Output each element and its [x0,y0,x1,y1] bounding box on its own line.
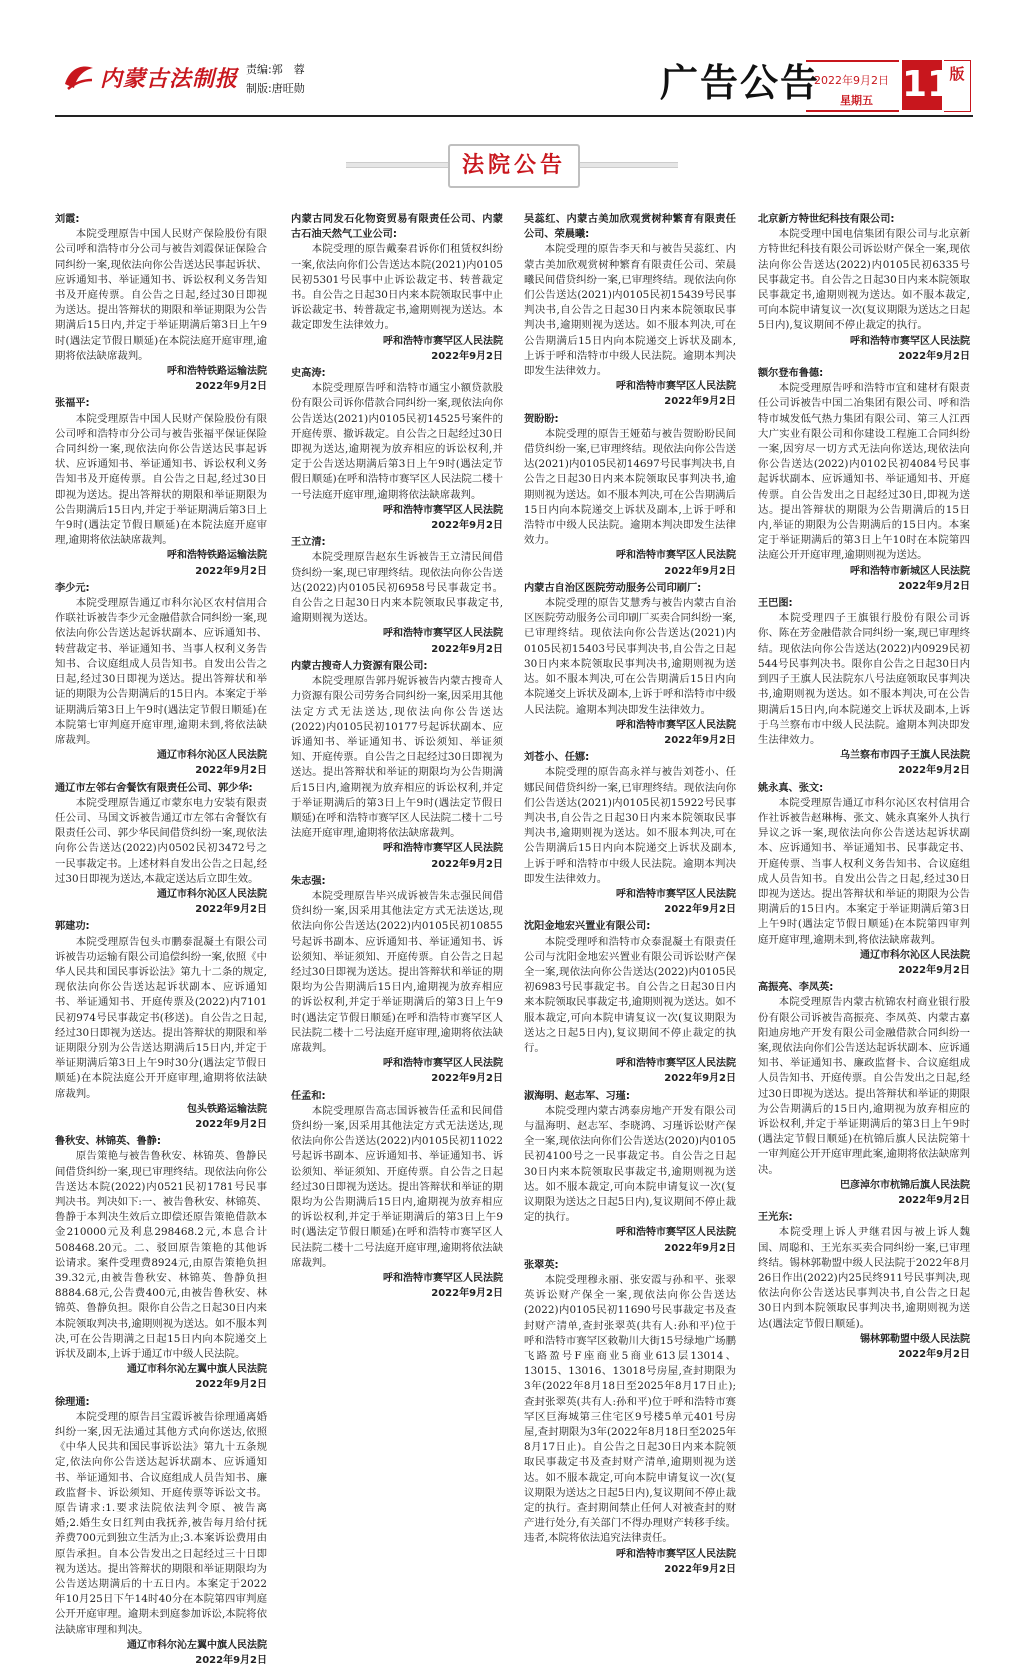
notice-court: 包头铁路运输法院 [187,1103,267,1115]
notice-date: 2022年9月2日 [195,1379,267,1391]
notice-party: 郭建功: [55,921,90,933]
notice-party: 内蒙古搜奇人力资源有限公司: [291,660,428,672]
editor-label: 责编:郭 蓉 [246,63,305,76]
notice-date: 2022年9月2日 [898,350,970,362]
court-notice [758,212,970,364]
court-notice [524,750,736,917]
notice-date: 2022年9月2日 [664,1242,736,1254]
notice-party: 李少元: [55,582,90,594]
notice-body: 本院受理原告呼和浩特市宜和建材有限责任公司诉被告中国二冶集团有限公司、呼和浩特市城发低气热力集团有限公司、第三人江西大广实业有限公司和你建设工程施工合同纠纷一案,因穷尽一切方式无法向你送达,现依法向你公告送达(2022)内0102民初4084号民事起诉状副本、应诉通知书、举证通知书、开庭传票。自公告发出之日起经过30日,即视为送达。提出答辩状的期限为公告期满后的15日内,举证的期限为公告期满后的15日内。本案定于举证期满后的第3日上午10时在本院第四法庭公开开庭审理,逾期则视为送达。 [758,382,970,562]
header-divider [55,115,973,117]
notice-date: 2022年9月2日 [431,858,503,870]
notice-court: 通辽市科尔沁区人民法院 [860,949,970,961]
notice-court: 呼和浩特市赛罕区人民法院 [383,1273,503,1285]
notice-body: 本院受理原告郭丹妮诉被告内蒙古搜奇人力资源有限公司劳务合同纠纷一案,因采用其他法定方式无法送达,现依法向你公告送达(2022)内0105民初10177号起诉状副本、应诉通知书、举证通知书、诉讼须知、举证须知、开庭传票。自公告之日起经过30日即视为送达。提出答辩状和举证的期限均为公告期满后15日内,逾期视为放弃相应的诉讼权利,并定于举证期满后的第3日上午9时(遇法定节假日顺延)在呼和浩特市赛罕区人民法院二楼十二号法庭开庭审理,逾期将依法缺席裁判。 [291,675,503,840]
notice-party: 徐理通: [55,1396,90,1408]
newspaper-logo [62,58,239,96]
notice-body: 本院受理的原告高永祥与被告刘苍小、任娜民间借贷纠纷一案,已审理终结。现依法向你们公告送达(2021)内0105民初15922号民事判决书,自公告之日起30日内来本院领取民事判决书,逾期则视为送达。如不服本判决,可在公告期满后15日内向本院递交上诉状及副本,上诉于呼和浩特市中级人民法院。逾期本判决即发生法律效力。 [524,766,736,885]
court-notice [55,1395,267,1668]
notice-body: 本院受理的原告李天和与被告吴蕊红、内蒙古美加欣观赏树种繁育有限责任公司、荣晨曦民间借贷纠纷一案,已审理终结。现依法向你们公告送达(2021)内0105民初15439号民事判决书,自公告之日起30日内来本院领取民事判决书,逾期则视为送达。如不服本判决,可在公告期满后15日内向本院递交上诉状及副本,上诉于呼和浩特市中级人民法院。逾期本判决即发生法律效力。 [524,243,736,378]
column-3 [524,212,736,1575]
court-notice [291,874,503,1087]
notice-party: 内蒙古自治区医院劳动服务公司印刷厂: [524,582,702,594]
notice-date: 2022年9月2日 [898,580,970,592]
notice-party: 通辽市左邻右舍餐饮有限责任公司、郭少华: [55,782,253,794]
court-notice [55,781,267,918]
producer-label: 制版:唐旺勋 [246,82,305,95]
court-notice [758,980,970,1208]
page-suffix: 版 [944,60,971,112]
column-4 [758,212,970,1474]
court-notice [291,212,503,364]
notice-date: 2022年9月2日 [195,765,267,777]
notice-court: 呼和浩特市赛罕区人民法院 [616,719,736,731]
column-1 [55,212,267,1667]
notice-date: 2022年9月2日 [898,964,970,976]
notice-body: 本院受理原告赵东生诉被告王立清民间借贷纠纷一案,现已审理终结。现依法向你公告送达(2022)内0105民初6958号民事裁定书。自公告之日起30日内来本院领取民事裁定书,逾期则视为送达。 [291,551,503,625]
notice-date: 2022年9月2日 [431,520,503,532]
notice-party: 北京新方特世纪科技有限公司: [758,214,895,225]
court-notice [524,212,736,410]
notice-party: 额尔登布鲁德: [758,368,824,380]
notice-body: 原告策艳与被告鲁秋安、林锦英、鲁静民间借贷纠纷一案,现已审理终结。现依法向你公告送达本院(2022)内0521民初1781号民事判决书。判决如下:一、被告鲁秋安、林锦英、鲁静于本判决生效后立即偿还原告策艳借款本金210000元及利息298468.2元,本息合计508468.20元。二、驳回原告策艳的其他诉讼请求。案件受理费8924元,由原告策艳负担39.32元,由被告鲁秋安、林锦英、鲁静负担8884.68元,公告费400元,由被告鲁秋安、林锦英、鲁静负担。限你自公告之日起30日内来本院领取判决书,逾期则视为送达。如不服本判决,可在公告期满之日起15日内向本院递交上诉状及副本,上诉于通辽市中级人民法院。 [55,1150,267,1361]
court-notice [55,919,267,1132]
notice-date: 2022年9月2日 [431,1288,503,1300]
notice-court: 锡林郭勒盟中级人民法院 [860,1333,970,1345]
notice-court: 呼和浩特市赛罕区人民法院 [616,1058,736,1070]
court-notice [291,535,503,657]
notice-court: 呼和浩特市赛罕区人民法院 [850,335,970,347]
logo-emblem-icon [62,62,96,92]
notice-date: 2022年9月2日 [664,396,736,408]
notice-court: 呼和浩特市赛罕区人民法院 [383,628,503,640]
notice-party: 贺盼盼: [524,413,559,425]
notice-body: 本院受理原告毕兴成诉被告朱志强民间借贷纠纷一案,因采用其他法定方式无法送达,现依法向你公告送达(2022)内0105民初10855号起诉书副本、应诉通知书、举证通知书、诉讼须知、举证须知、开庭传票。自公告之日起经过30日即视为送达。提出答辩状和举证的期限均为公告期满后15日内,逾期视为放弃相应的诉讼权利,并定于举证期满后的第3日上午9时(遇法定节假日顺延)在呼和浩特市赛罕区人民法院二楼十二号法庭开庭审理,逾期将依法缺席裁判。 [291,889,503,1054]
notice-body: 本院受理原告中国人民财产保险股份有限公司呼和浩特市分公司与被告张福平保证保险合同纠纷一案,现依法向你公告送达民事起诉状、应诉通知书、举证通知书、诉讼权利义务告知书及开庭传票。自公告之日起,经过30日即视为送达。提出答辩状的期限和举证期限为公告期满后15日内,并定于举证期满后第3日上午9时(遇法定节假日顺延)在本院法庭开庭审理,逾期将依法缺席裁判。 [55,412,267,547]
notice-body: 本院受理原告通辽市科尔沁区农村信用合作联社诉被告李少元金融借款合同纠纷一案,现依法向你公告送达起诉状副本、应诉通知书、转营裁定书、举证通知书、当事人权利义务告知书、合议庭组成人员告知书。自发出公告之日起,经过30日即视为送达。提出答辩状和举证的期限为公告期满后的15日内。本案定于举证期满后第3日上午9时(遇法定节假日顺延)在本院第七审判庭开庭审理,逾期未到,将依法缺席裁判。 [55,597,267,746]
notice-party: 淑海明、赵志军、习瑾: [524,1090,630,1102]
masthead [0,0,1024,130]
court-notice [524,1089,736,1256]
notice-court: 呼和浩特市赛罕区人民法院 [616,381,736,393]
notice-date: 2022年9月2日 [431,350,503,362]
notice-date: 2022年9月2日 [664,1563,736,1575]
notice-court: 呼和浩特铁路运输法院 [167,366,267,378]
court-notice [758,596,970,778]
notice-date: 2022年9月2日 [431,643,503,655]
court-notice [758,1210,970,1362]
notice-court: 通辽市科尔沁左翼中旗人民法院 [127,1639,267,1651]
issue-date: 2022年9月2日 [814,74,889,87]
notice-date: 2022年9月2日 [664,1073,736,1085]
notice-body: 本院受理的原告艾慧秀与被告内蒙古自治区医院劳动服务公司印刷厂买卖合同纠纷一案,已审理终结。现依法向你公告送达(2021)内0105民初15403号民事判决书,自公告之日起30日内来本院领取民事判决书,逾期则视为送达。如不服本判决,可在公告期满后15日内向本院递交上诉状及副本,上诉于呼和浩特市中级人民法院。逾期本判决即发生法律效力。 [524,597,736,716]
notice-court: 呼和浩特铁路运输法院 [167,550,267,562]
notice-party: 鲁秋安、林锦英、鲁静: [55,1136,161,1148]
notice-body: 本院受理原告通辽市科尔沁区农村信用合作社诉被告赵琳梅、张文、姚永真案外人执行异议之诉一案,现依法向你公告送达起诉状副本、应诉通知书、举证通知书、民事裁定书、开庭传票、当事人权利义务告知书、合议庭组成人员告知书。自发出公告之日起,经过30日即视为送达。提出答辩状和举证的期限为公告期满后的15日内。本案定于举证期满后第3日上午9时(遇法定节假日顺延)在本院第四审判庭开庭审理,逾期未到,将依法缺席裁判。 [758,796,970,946]
notice-court: 通辽市科尔沁区人民法院 [157,888,267,900]
notice-party: 王巴图: [758,598,793,610]
banner-title: 法院公告 [448,144,580,188]
editor-info [246,60,305,98]
notice-body: 本院受理原告内蒙古杭锦农村商业银行股份有限公司诉被告高振亮、李凤英、内蒙古嘉阳迪房地产开发有限公司金融借款合同纠纷一案,现依法向你们公告送达起诉状副本、应诉通知书、举证通知书、廉政监督卡、合议庭组成人员告知书、开庭传票。自公告发出之日起,经过30日即视为送达。提出答辩状和举证的期限为公告期满后的15日内,逾期视为放弃相应的诉讼权利,并定于举证期满后的第3日上午9时(遇法定节假日顺延)在杭锦后旗人民法院第十一审判庭公开开庭审理此案,逾期将依法缺席判决。 [758,996,970,1176]
court-notice [291,659,503,872]
notice-party: 朱志强: [291,875,326,887]
notice-court: 呼和浩特市赛罕区人民法院 [616,550,736,562]
court-notice [758,366,970,594]
notice-date: 2022年9月2日 [898,765,970,777]
court-notice-banner [346,140,678,188]
notice-party: 内蒙古同发石化物资贸易有限责任公司、内蒙古石油天然气工业公司: [291,214,503,241]
notice-court: 呼和浩特市赛罕区人民法院 [383,335,503,347]
notice-party: 吴蕊红、内蒙古美加欣观赏树种繁育有限责任公司、荣晨曦: [524,214,736,241]
court-notice [55,396,267,578]
notice-party: 刘霞: [55,214,80,225]
notice-body: 本院受理原告呼和浩特市通宝小额贷款股份有限公司诉你借款合同纠纷一案,现依法向你公告送达(2021)内0105民初14525号案件的开庭传票、撤诉裁定。自公告之日起经过30日即视为送达,逾期视为放弃相应的诉讼权利,并定于公告送达期满后第3日上午9时(遇法定节假日顺延)在呼和浩特市赛罕区人民法院二楼十一号法庭开庭审理,逾期将依法缺席裁判。 [291,382,503,501]
notice-body: 本院受理的原告戴秦君诉你们租赁权纠纷一案,依法向你们公告送达本院(2021)内0105民初5301号民事中止诉讼裁定书、转普裁定书。自公告之日起30日内来本院领取民事中止诉讼裁定书、转普裁定书,逾期则视为送达。本裁定即发生法律效力。 [291,243,503,332]
notice-date: 2022年9月2日 [195,1655,267,1667]
notice-date: 2022年9月2日 [898,1349,970,1361]
section-title: 广告公告 [660,61,821,105]
notice-date: 2022年9月2日 [664,904,736,916]
notice-date: 2022年9月2日 [195,1118,267,1130]
notice-columns [55,212,975,1667]
issue-weekday: 星期五 [840,94,873,107]
court-notice [55,212,267,394]
notice-party: 任孟和: [291,1090,326,1102]
court-notice [524,412,736,579]
notice-court: 呼和浩特市赛罕区人民法院 [383,504,503,516]
notice-body: 本院受理原告中国人民财产保险股份有限公司呼和浩特市分公司与被告刘霞保证保险合同纠纷一案,现依法向你公告送达民事起诉状、应诉通知书、举证通知书、诉讼权利义务告知书及开庭传票。自公告之日起,经过30日即视为送达。提出答辩状的期限和举证期限为公告期满后15日内,并定于举证期满后第3日上午9时(遇法定节假日顺延)在本院法庭开庭审理,逾期将依法缺席裁判。 [55,228,267,362]
court-notice [758,781,970,979]
notice-court: 呼和浩特市赛罕区人民法院 [616,888,736,900]
notice-body: 本院受理的原告吕宝霞诉被告徐理通离婚纠纷一案,因无法通过其他方式向你送达,依照《中华人民共和国民事诉讼法》第九十五条规定,依法向你公告送达起诉状副本、应诉通知书、举证通知书、合议庭组成人员告知书、廉政监督卡、诉讼须知、开庭传票等诉讼文书。原告请求:1.要求法院依法判令原、被告离婚;2.婚生女日红判由我抚养,被告每月给付抚养费700元到独立生活为止;3.本案诉讼费用由原告承担。自本公告发出之日起经过三十日即视为送达。提出答辩状的期限和举证期限均为公告送达期满后的十五日内。本案定于2022年10月25日下午14时40分在本院第四审判庭公开开庭审理。逾期未到庭参加诉讼,本院将依法缺席审理和判决。 [55,1410,267,1636]
notice-party: 王光东: [758,1212,793,1224]
notice-court: 通辽市科尔沁区人民法院 [157,750,267,762]
notice-court: 呼和浩特市赛罕区人民法院 [616,1227,736,1239]
notice-court: 乌兰察布市四子王旗人民法院 [840,750,970,762]
notice-party: 王立清: [291,537,326,549]
court-notice [291,366,503,533]
notice-party: 姚永真、张文: [758,782,824,794]
notice-party: 张翠英: [524,1259,559,1271]
issue-date-box [806,60,899,112]
notice-body: 本院受理内蒙古鸿泰房地产开发有限公司与温海明、赵志军、李晓鸿、习瑾诉讼财产保全一案,现依法向你们公告送达(2020)内0105民初4100号之一民事裁定书。自公告之日起30日内来本院领取民事裁定书,逾期则视为送达。如不服本裁定,可向本院申请复议一次(复议期限为送达之日起5日内),复议期间不停止裁定的执行。 [524,1104,736,1224]
notice-body: 本院受理中国电信集团有限公司与北京新方特世纪科技有限公司诉讼财产保全一案,现依法向你公告送达(2022)内0105民初6335号民事裁定书。自公告之日起30日内来本院领取民事裁定书,逾期则视为送达。如不服本裁定,可向本院申请复议一次(复议期限为送达之日起5日内),复议期间不停止裁定的执行。 [758,228,970,332]
notice-date: 2022年9月2日 [664,565,736,577]
notice-party: 沈阳金地宏兴置业有限公司: [524,921,651,933]
notice-body: 本院受理的原告王娅茹与被告贺盼盼民间借贷纠纷一案,已审理终结。现依法向你公告送达(2021)内0105民初14697号民事判决书,自公告之日起30日内来本院领取民事判决书,逾期则视为送达。如不服本判决,可在公告期满后15日内向本院递交上诉状及副本,上诉于呼和浩特市中级人民法院。逾期本判决即发生法律效力。 [524,427,736,547]
notice-body: 本院受理呼和浩特市众泰混凝土有限责任公司与沈阳金地宏兴置业有限公司诉讼财产保全一案,现依法向你公告送达(2022)内0105民初6983号民事裁定书。自公告之日起30日内来本院领取民事裁定书,逾期则视为送达。如不服本裁定,可向本院申请复议一次(复议期限为送达之日起5日内),复议期间不停止裁定的执行。 [524,935,736,1054]
notice-body: 本院受理原告高志国诉被告任孟和民间借贷纠纷一案,因采用其他法定方式无法送达,现依法向你公告送达(2022)内0105民初11022号起诉书副本、应诉通知书、举证通知书、诉讼须知、举证须知、开庭传票。自公告之日起经过30日即视为送达。提出答辩状和举证的期限均为公告期满后15日内,逾期视为放弃相应的诉讼权利,并定于举证期满后的第3日上午9时(遇法定节假日顺延)在呼和浩特市赛罕区人民法院二楼十二号法庭开庭审理,逾期将依法缺席裁判。 [291,1104,503,1269]
notice-party: 刘苍小、任娜: [524,752,590,764]
notice-court: 巴彦淖尔市杭锦后旗人民法院 [840,1179,970,1191]
notice-date: 2022年9月2日 [664,734,736,746]
notice-court: 呼和浩特市赛罕区人民法院 [616,1548,736,1560]
court-notice [291,1089,503,1302]
notice-party: 史高涛: [291,368,326,380]
notice-date: 2022年9月2日 [431,1073,503,1085]
notice-body: 本院受理原告包头市鹏泰混凝土有限公司诉被告功运输有限公司追偿纠纷一案,依照《中华人民共和国民事诉讼法》第九十二条的规定,现依法向你公告送达起诉状副本、应诉通知书、举证通知书、开庭传票及(2022)内7101民初974号民事裁定书(移送)。自公告之日起,经过30日即视为送达。提出答辩状的期限和举证期限分别为公告送达期满后15日内,并定于举证期满后第3日上午9时30分(遇法定节假日顺延)在本院法庭公开开庭审理,逾期将依法缺席裁判。 [55,935,267,1100]
court-notice [524,1258,736,1577]
logo-text: 内蒙古法制报 [100,65,239,92]
notice-court: 呼和浩特市新城区人民法院 [850,565,970,577]
notice-court: 呼和浩特市赛罕区人民法院 [383,1058,503,1070]
notice-body: 本院受理上诉人尹继君因与被上诉人魏国、周聪和、王光东买卖合同纠纷一案,已审理终结。锡林郭勒盟中级人民法院于2022年8月26日作出(2022)内25民终911号民事判决,现依法向你公告送达民事判决书,自公告之日起30日内到本院领取民事判决书,逾期则视为送达(遇法定节假日顺延)。 [758,1226,970,1330]
page-number: 11 [902,60,942,110]
notice-date: 2022年9月2日 [898,1195,970,1206]
notice-date: 2022年9月2日 [195,565,267,577]
notice-body: 本院受理穆永丽、张安霞与孙和平、张翠英诉讼财产保全一案,现依法向你公告送达(2022)内0105民初11690号民事裁定书及查封财产清单,查封张翠英(共有人:孙和平)位于呼和浩特市赛罕区敕勒川大街15号绿地广场鹏飞路盈号F座商业5商业613层13014、13015、13016、13018号房屋,查封期限为3年(2022年8月18日至2025年8月17日止);查封张翠英(共有人:孙和平)位于呼和浩特市赛罕区巨海城第三住宅区9号楼5单元401号房屋,查封期限为3年(2022年8月18日至2025年8月17日止)。自公告之日起30日内来本院领取民事裁定书及查封财产清单,逾期则视为送达。如不服本裁定,可向本院申请复议一次(复议期限为送达之日起5日内),复议期间不停止裁定的执行。查封期间禁止任何人对被查封的财产进行处分,有关部门不得办理财产转移手续。违者,本院将依法追究法律责任。 [524,1274,736,1545]
court-notice [524,919,736,1086]
notice-date: 2022年9月2日 [195,381,267,393]
notice-court: 呼和浩特市赛罕区人民法院 [383,843,503,855]
notice-court: 通辽市科尔沁左翼中旗人民法院 [127,1364,267,1376]
court-notice [55,1134,267,1392]
notice-body: 本院受理原告通辽市蒙东电力安装有限责任公司、马国文诉被告通辽市左邻右舍餐饮有限责任公司、郭少华民间借贷纠纷一案,现依法向你公告送达(2022)内0502民初3472号之一民事裁定书。上述材料自发出公告之日起,经过30日即视为送达,本裁定送达后立即生效。 [55,796,267,885]
court-notice [524,581,736,748]
notice-party: 张福平: [55,398,90,410]
notice-body: 本院受理四子王旗银行股份有限公司诉你、陈在芳金融借款合同纠纷一案,现已审理终结。现依法向你公告送达(2022)内0929民初544号民事判决书。限你自公告之日起30日内到四子王旗人民法院东八号法庭领取民事判决书,逾期则视为送达。如不服本判决,可在公告期满后15日内,向本院递交上诉状及副本,上诉于乌兰察布市中级人民法院。逾期本判决即发生法律效力。 [758,612,970,746]
court-notice [55,581,267,779]
notice-party: 高振亮、李凤英: [758,982,834,994]
column-2 [291,212,503,1474]
notice-date: 2022年9月2日 [195,904,267,916]
